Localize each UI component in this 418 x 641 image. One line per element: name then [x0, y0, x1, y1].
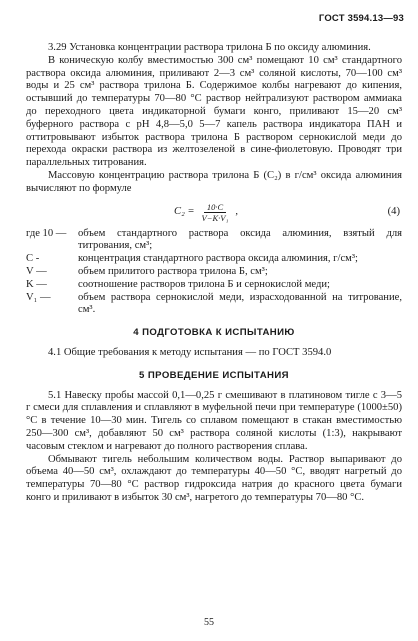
- definition-symbol: C -: [26, 253, 40, 265]
- section-5-paragraph-2: Обмывают тигель небольшим количеством воды. Раствор выпаривают до объема 40—50 см³, охлаждают до температуры 40—50 °С, вводят нагретый до температуры 70—80 °С раствор гидроксида натрия до красного цвета бумаги конго и приливают в избыток 30 см³, нагретого до температуры 70—80 °С.: [26, 453, 402, 503]
- formula-fraction: [199, 202, 232, 223]
- formula-numerator: 10·C: [204, 202, 226, 213]
- definition-symbol: V₁ —: [26, 291, 51, 303]
- formula-lhs: C₂ =: [174, 205, 195, 217]
- section-5-paragraph-1: 5.1 Навеску пробы массой 0,1—0,25 г смешивают в платиновом тигле с 3—5 г смеси для сплавления и сплавляют в муфельной печи при температуре (1000±50) °С в течение 10—30 мин. Тигель со сплавом помещают в стакан вместимостью 250—300 см³, добавляют 50 см³ раствора соляной кислоты (1:3), накрывают часовым стеклом и нагревают до полного растворения сплава.: [26, 389, 402, 452]
- section-4-text: 4.1 Общие требования к методу испытания — по ГОСТ 3594.0: [48, 346, 332, 358]
- definition-symbol: K —: [26, 278, 47, 290]
- formula-denominator: V−K·V₁: [201, 212, 229, 223]
- definition-text: концентрация стандартного раствора оксида алюминия, г/см³;: [78, 253, 358, 265]
- formula-comma: ,: [235, 205, 239, 217]
- definitions-list: [26, 228, 402, 318]
- definition-item: [26, 279, 402, 292]
- section-5-heading: 5 ПРОВЕДЕНИЕ ИСПЫТАНИЯ: [139, 369, 289, 381]
- section-4-heading: 4 ПОДГОТОВКА К ИСПЫТАНИЮ: [133, 327, 295, 339]
- definition-item: [26, 266, 402, 279]
- definition-item: [26, 253, 402, 266]
- page-header: ГОСТ 3594.13—93: [318, 13, 404, 24]
- paragraph-3-29-title: 3.29 Установка концентрации раствора трилона Б по оксиду алюминия.: [48, 42, 371, 53]
- definition-item: [26, 292, 402, 318]
- definition-text: соотношение растворов трилона Б и сернокислой меди;: [78, 278, 330, 290]
- paragraph-3-29-procedure: В коническую колбу вместимостью 300 см³ помещают 10 см³ стандартного раствора оксида алюминия, приливают 2—3 см³ соляной кислоты, 70—100 см³ воды и 25 см³ раствора трилона Б. Содержимое колбы нагревают до кипения, остывший до температуры 70—80 °С раствор нейтрализуют раствором аммиака до переходного цвета индикаторной бумаги конго, приливают 15—20 см³ буферного раствора с рН 4,8—5,0 5—7 капель раствора индикатора ПАН и оттитровывают избыток раствора трилона Б раствором сернокислой меди до перехода окраски раствора из желтозеленой в сине-фиолетовую. Проводят три параллельных титрования.: [26, 54, 402, 169]
- definition-text: объем прилитого раствора трилона Б, см³;: [78, 265, 268, 277]
- definition-symbol: V —: [26, 265, 47, 277]
- page-body: [26, 42, 402, 505]
- definition-item: [26, 228, 402, 254]
- formula: [174, 202, 238, 223]
- page-number: 55: [204, 617, 214, 628]
- definition-text: объем стандартного раствора оксида алюминия, взятый для титрования, см³;: [78, 227, 402, 252]
- paragraph-3-29-formula-intro: Массовую концентрацию раствора трилона Б (C₂) в г/см³ оксида алюминия вычисляют по формуле: [26, 169, 402, 194]
- definition-text: объем раствора сернокислой меди, израсходованной на титрование, см³.: [78, 291, 402, 316]
- formula-number: (4): [387, 205, 400, 217]
- formula-row: [26, 198, 402, 228]
- definition-symbol: где 10 —: [26, 227, 67, 239]
